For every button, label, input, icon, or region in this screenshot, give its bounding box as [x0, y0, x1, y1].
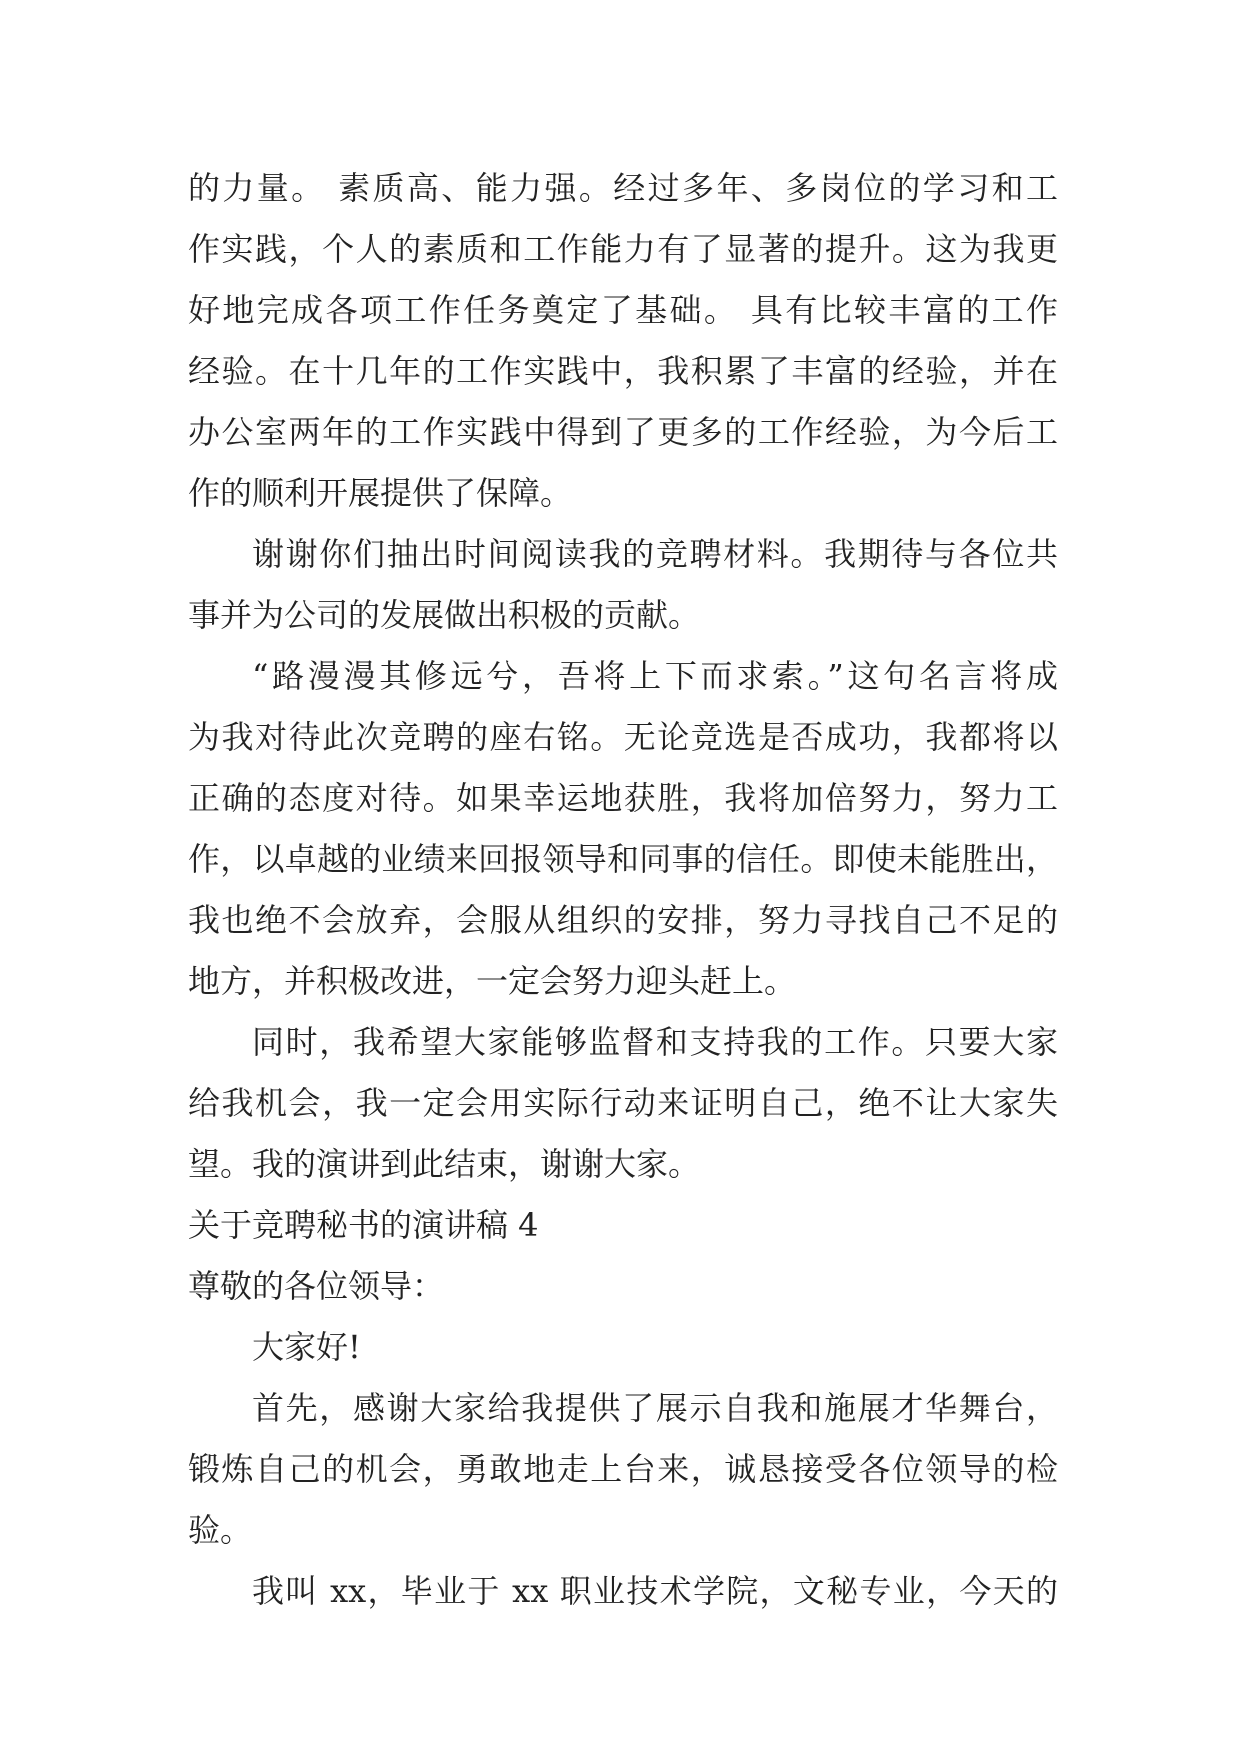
text-line: 同时，我希望大家能够监督和支持我的工作。只要大家	[252, 1023, 1058, 1061]
text-line: 好地完成各项工作任务奠定了基础。 具有比较丰富的工作	[188, 291, 1058, 329]
text-line: 验。	[188, 1511, 253, 1549]
text-line: 办公室两年的工作实践中得到了更多的工作经验，为今后工	[188, 413, 1058, 451]
text-line: 为我对待此次竞聘的座右铭。无论竞选是否成功，我都将以	[188, 718, 1058, 756]
text-line: 作实践，个人的素质和工作能力有了显著的提升。这为我更	[188, 230, 1058, 268]
text-line: 我也绝不会放弃，会服从组织的安排，努力寻找自己不足的	[188, 901, 1058, 939]
text-line: 正确的态度对待。如果幸运地获胜，我将加倍努力，努力工	[188, 779, 1058, 817]
text-line: 经验。在十几年的工作实践中，我积累了丰富的经验，并在	[188, 352, 1058, 390]
text-line: “路漫漫其修远兮，吾将上下而求索。”这句名言将成	[252, 657, 1058, 695]
text-line: 尊敬的各位领导：	[188, 1267, 445, 1305]
text-line: 首先，感谢大家给我提供了展示自我和施展才华舞台，	[252, 1389, 1058, 1427]
text-line: 作，以卓越的业绩来回报领导和同事的信任。即使未能胜出，	[188, 840, 1058, 878]
text-line: 大家好!	[252, 1328, 361, 1366]
text-line: 事并为公司的发展做出积极的贡献。	[188, 596, 701, 634]
text-line: 关于竞聘秘书的演讲稿 4	[188, 1206, 539, 1244]
text-line: 地方，并积极改进，一定会努力迎头赶上。	[188, 962, 797, 1000]
text-line: 谢谢你们抽出时间阅读我的竞聘材料。我期待与各位共	[252, 535, 1058, 573]
document-body	[188, 158, 1058, 1622]
text-line: 锻炼自己的机会，勇敢地走上台来，诚恳接受各位领导的检	[188, 1450, 1058, 1488]
text-line: 给我机会，我一定会用实际行动来证明自己，绝不让大家失	[188, 1084, 1058, 1122]
text-line: 作的顺利开展提供了保障。	[188, 474, 573, 512]
text-line: 的力量。 素质高、能力强。经过多年、多岗位的学习和工	[188, 169, 1058, 207]
text-line: 望。我的演讲到此结束，谢谢大家。	[188, 1145, 701, 1183]
text-line: 我叫 xx，毕业于 xx 职业技术学院，文秘专业，今天的	[252, 1572, 1058, 1610]
